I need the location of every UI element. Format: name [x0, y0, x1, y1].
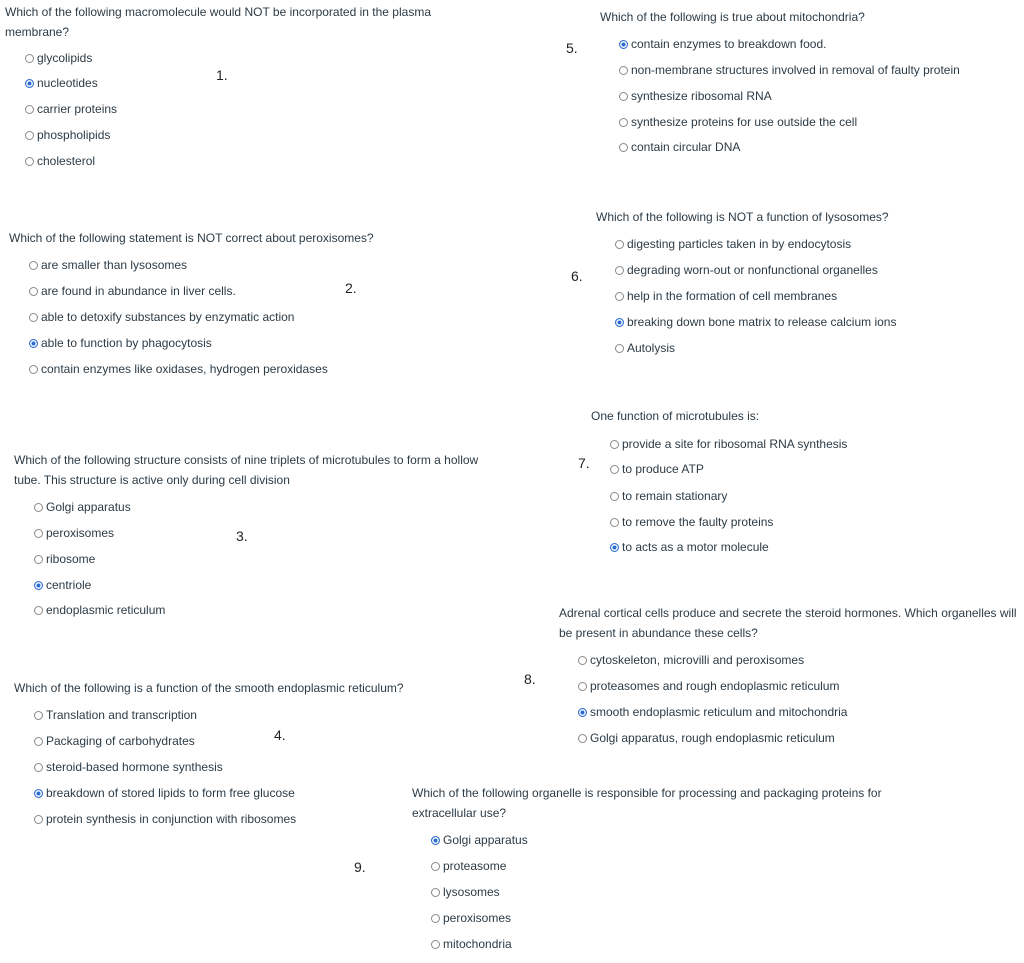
radio-button-selected[interactable] — [34, 789, 43, 798]
answer-option[interactable]: Golgi apparatus — [34, 499, 131, 515]
radio-button[interactable] — [25, 54, 34, 63]
answer-option[interactable]: to remain stationary — [610, 488, 727, 504]
answer-option[interactable]: contain enzymes to breakdown food. — [619, 36, 826, 52]
answer-option[interactable]: degrading worn-out or nonfunctional organelles — [615, 262, 878, 278]
answer-option[interactable]: help in the formation of cell membranes — [615, 288, 837, 304]
radio-button[interactable] — [25, 131, 34, 140]
answer-option[interactable]: ribosome — [34, 551, 95, 567]
answer-option[interactable]: Translation and transcription — [34, 707, 197, 723]
answer-option[interactable]: able to detoxify substances by enzymatic action — [29, 309, 294, 325]
question-prompt: Which of the following macromolecule would NOT be incorporated in the plasma membrane? — [5, 5, 431, 39]
question-prompt: One function of microtubules is: — [591, 409, 760, 423]
question-prompt: Which of the following is NOT a function of lysosomes? — [596, 210, 889, 224]
radio-button[interactable] — [578, 682, 587, 691]
radio-button[interactable] — [615, 266, 624, 275]
question-number: 4. — [274, 727, 286, 743]
radio-button-selected[interactable] — [25, 79, 34, 88]
radio-button[interactable] — [431, 914, 440, 923]
radio-button[interactable] — [34, 606, 43, 615]
answer-option[interactable]: are smaller than lysosomes — [29, 257, 187, 273]
radio-button[interactable] — [619, 66, 628, 75]
answer-option[interactable]: smooth endoplasmic reticulum and mitochondria — [578, 704, 847, 720]
radio-button[interactable] — [619, 143, 628, 152]
radio-button-selected[interactable] — [615, 318, 624, 327]
answer-option[interactable]: steroid-based hormone synthesis — [34, 759, 223, 775]
radio-button[interactable] — [610, 492, 619, 501]
radio-button[interactable] — [34, 711, 43, 720]
answer-option[interactable]: able to function by phagocytosis — [29, 335, 212, 351]
radio-button[interactable] — [29, 365, 38, 374]
answer-option[interactable]: are found in abundance in liver cells. — [29, 283, 236, 299]
answer-option[interactable]: glycolipids — [25, 50, 92, 66]
question-number: 9. — [354, 859, 366, 875]
radio-button[interactable] — [29, 261, 38, 270]
answer-option[interactable]: digesting particles taken in by endocytosis — [615, 236, 851, 252]
question-prompt: Which of the following is a function of the smooth endoplasmic reticulum? — [14, 681, 404, 695]
answer-option[interactable]: peroxisomes — [34, 525, 114, 541]
answer-option[interactable]: contain circular DNA — [619, 139, 740, 155]
question-prompt: Which of the following statement is NOT correct about peroxisomes? — [9, 231, 374, 245]
radio-button[interactable] — [619, 118, 628, 127]
question-prompt: Which of the following structure consists of nine triplets of microtubules to form a hollow tube. This structure is active only during cell division — [14, 453, 479, 487]
radio-button[interactable] — [34, 815, 43, 824]
radio-button[interactable] — [578, 734, 587, 743]
answer-option[interactable]: peroxisomes — [431, 910, 511, 926]
radio-button[interactable] — [619, 92, 628, 101]
answer-option[interactable]: synthesize proteins for use outside the cell — [619, 114, 857, 130]
question-number: 1. — [216, 67, 228, 83]
answer-option[interactable]: lysosomes — [431, 884, 500, 900]
radio-button[interactable] — [615, 240, 624, 249]
answer-option[interactable]: cholesterol — [25, 153, 95, 169]
radio-button-selected[interactable] — [29, 339, 38, 348]
answer-option[interactable]: Packaging of carbohydrates — [34, 733, 195, 749]
radio-button[interactable] — [431, 862, 440, 871]
answer-option[interactable]: phospholipids — [25, 127, 110, 143]
radio-button[interactable] — [29, 287, 38, 296]
question-number: 5. — [566, 40, 578, 56]
answer-option[interactable]: contain enzymes like oxidases, hydrogen peroxidases — [29, 361, 328, 377]
radio-button[interactable] — [578, 656, 587, 665]
answer-option[interactable]: synthesize ribosomal RNA — [619, 88, 772, 104]
answer-option[interactable]: mitochondria — [431, 936, 512, 952]
radio-button[interactable] — [431, 888, 440, 897]
radio-button[interactable] — [34, 555, 43, 564]
question-number: 8. — [524, 671, 536, 687]
answer-option[interactable]: to acts as a motor molecule — [610, 539, 769, 555]
answer-option[interactable]: breakdown of stored lipids to form free glucose — [34, 785, 295, 801]
answer-option[interactable]: centriole — [34, 577, 91, 593]
answer-option[interactable]: proteasomes and rough endoplasmic reticulum — [578, 678, 839, 694]
answer-option[interactable]: protein synthesis in conjunction with ribosomes — [34, 811, 296, 827]
radio-button-selected[interactable] — [610, 543, 619, 552]
question-number: 7. — [578, 455, 590, 471]
answer-option[interactable]: Golgi apparatus — [431, 832, 528, 848]
answer-option[interactable]: provide a site for ribosomal RNA synthesis — [610, 436, 847, 452]
radio-button-selected[interactable] — [34, 581, 43, 590]
radio-button-selected[interactable] — [431, 836, 440, 845]
answer-option[interactable]: Autolysis — [615, 340, 675, 356]
answer-option[interactable]: endoplasmic reticulum — [34, 602, 165, 618]
radio-button[interactable] — [431, 940, 440, 949]
question-prompt: Adrenal cortical cells produce and secrete the steroid hormones. Which organelles will be present in abundance these cells? — [559, 606, 1017, 640]
radio-button-selected[interactable] — [619, 40, 628, 49]
answer-option[interactable]: breaking down bone matrix to release calcium ions — [615, 314, 896, 330]
radio-button[interactable] — [29, 313, 38, 322]
radio-button[interactable] — [34, 503, 43, 512]
answer-option[interactable]: cytoskeleton, microvilli and peroxisomes — [578, 652, 804, 668]
answer-option[interactable]: proteasome — [431, 858, 506, 874]
question-prompt: Which of the following is true about mitochondria? — [600, 10, 865, 24]
radio-button[interactable] — [610, 465, 619, 474]
radio-button-selected[interactable] — [578, 708, 587, 717]
radio-button[interactable] — [610, 440, 619, 449]
answer-option[interactable]: Golgi apparatus, rough endoplasmic reticulum — [578, 730, 835, 746]
answer-option[interactable]: to produce ATP — [610, 461, 704, 477]
answer-option[interactable]: non-membrane structures involved in removal of faulty protein — [619, 62, 960, 78]
question-number: 6. — [571, 268, 583, 284]
radio-button[interactable] — [34, 737, 43, 746]
answer-option[interactable]: to remove the faulty proteins — [610, 514, 773, 530]
radio-button[interactable] — [34, 529, 43, 538]
radio-button[interactable] — [34, 763, 43, 772]
radio-button[interactable] — [610, 518, 619, 527]
radio-button[interactable] — [25, 105, 34, 114]
question-number: 2. — [345, 280, 357, 296]
question-prompt: Which of the following organelle is responsible for processing and packaging proteins for extracellular use? — [412, 786, 882, 820]
answer-option[interactable]: carrier proteins — [25, 101, 117, 117]
answer-option[interactable]: nucleotides — [25, 75, 98, 91]
question-number: 3. — [236, 528, 248, 544]
radio-button[interactable] — [25, 157, 34, 166]
radio-button[interactable] — [615, 344, 624, 353]
radio-button[interactable] — [615, 292, 624, 301]
